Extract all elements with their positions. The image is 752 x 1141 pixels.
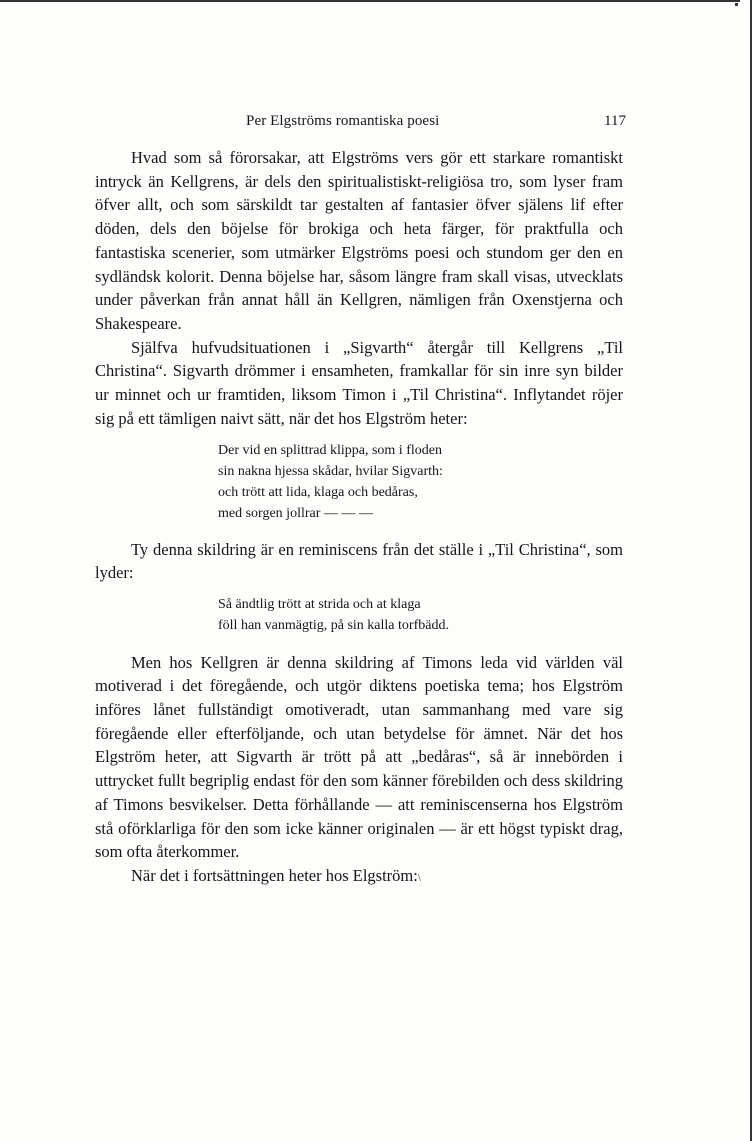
verse-line: med sorgen jollrar — — —	[218, 505, 373, 521]
verse-quote-sigvarth	[218, 441, 623, 524]
paragraph-2: Själfva hufvudsituationen i „Sigvarth“ återgår till Kellgrens „Til Christina“. Sigvarth drömmer i ensamheten, framkallar för sin inre syn bilder ur minnet och ur framtiden, liksom Timon i „Til Christina“. Inflytandet röjer sig på ett tämligen naivt sätt, när det hos Elgström heter:	[95, 337, 623, 428]
verse-line: Der vid en splittrad klippa, som i floden	[218, 443, 442, 459]
pencil-mark: \	[417, 871, 421, 884]
body-text	[95, 146, 623, 891]
page-number: 117	[604, 113, 626, 129]
verse-line: Så ändtlig trött at strida och at klaga	[218, 597, 421, 613]
paragraph-4: Men hos Kellgren är denna skildring af Timons leda vid världen väl motiverad i det föregående, och utgör diktens poetiska tema; hos Elgström införes lånet fullständigt omotiveradt, utan sammanhang med vare sig föregående eller efterföljande, och utan betydelse för ämnet. När det hos Elgström heter, att Sigvarth är trött på att „bedåras“, så är innebörden i uttrycket fullt begriplig endast för den som känner förebilden och dess skildring af Timons besvikelser. Detta förhållande — att reminiscenserna hos Elgström stå oförklarliga för den som icke känner originalen — är ett högst typiskt drag, som ofta återkommer.	[95, 652, 623, 862]
paragraph-1: Hvad som så förorsakar, att Elgströms vers gör ett starkare romantiskt intryck än Kellgrens, är dels den spiritualistiskt-religiösa tro, som lyser fram öfver allt, och som särskildt tar gestalten af fantasier öfver själens lif efter döden, dels den böjelse för brokiga och heta färger, för praktfulla och fantastiska scenerier, som utmärker Elgströms poesi och stundom ger den en sydländsk kolorit. Denna böjelse har, såsom längre fram skall visas, utvecklats under påverkan från annat håll än Kellgren, nämligen från Oxenstjerna och Shakespeare.	[95, 148, 623, 333]
verse-quote-til-christina	[218, 595, 623, 637]
paragraph-3: Ty denna skildring är en reminiscens från det ställe i „Til Christina“, som lyder:	[95, 539, 623, 583]
verse-line: föll han vanmägtig, på sin kalla torfbädd.	[218, 617, 449, 633]
verse-line: sin nakna hjessa skådar, hvilar Sigvarth:	[218, 464, 443, 480]
verse-line: och trött att lida, klaga och bedåras,	[218, 485, 418, 501]
running-header	[246, 113, 626, 135]
paragraph-5	[95, 864, 623, 891]
scan-speck	[735, 3, 738, 6]
running-title: Per Elgströms romantiska poesi	[246, 113, 440, 129]
paragraph-5-text: När det i fortsättningen heter hos Elgström:	[131, 865, 418, 885]
scan-border-top	[0, 0, 740, 2]
